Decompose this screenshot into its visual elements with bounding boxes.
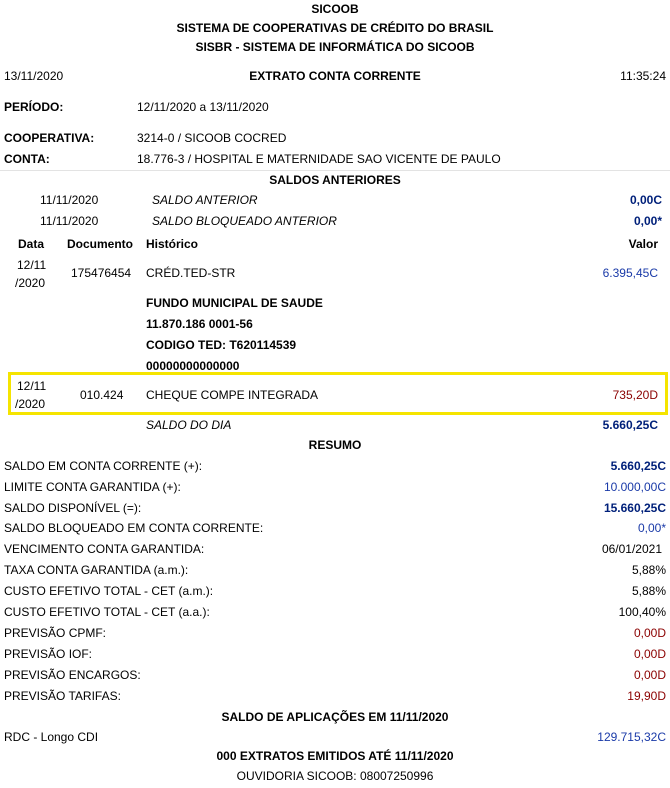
periodo-value: 12/11/2020 a 13/11/2020 — [137, 100, 269, 114]
resumo-value: 100,40% — [618, 605, 666, 619]
saldo-anterior-value: 0,00C — [629, 193, 662, 207]
tx-document: 175476454 — [71, 266, 132, 280]
tx-date-line1: 12/11 — [17, 258, 47, 272]
resumo-label: SALDO DISPONÍVEL (=): — [4, 501, 142, 515]
tx-history: CHEQUE COMPE INTEGRADA — [146, 388, 319, 402]
tx-value: 735,20D — [612, 388, 658, 402]
tx-date-line2: /2020 — [15, 397, 46, 411]
col-header-valor: Valor — [628, 237, 658, 251]
saldo-anterior-date: 11/11/2020 — [40, 193, 99, 207]
cooperativa-value: 3214-0 / SICOOB COCRED — [137, 131, 287, 145]
resumo-value: 15.660,25C — [603, 501, 666, 515]
resumo-value: 0,00* — [637, 521, 666, 535]
resumo-label: LIMITE CONTA GARANTIDA (+): — [4, 480, 181, 494]
resumo-label: CUSTO EFETIVO TOTAL - CET (a.m.): — [4, 584, 214, 598]
resumo-value: 0,00D — [633, 668, 666, 682]
saldo-dia-value: 5.660,25C — [602, 418, 658, 432]
periodo-label: PERÍODO: — [4, 100, 64, 114]
col-header-data: Data — [18, 237, 45, 251]
resumo-value: 0,00D — [633, 626, 666, 640]
resumo-label: SALDO BLOQUEADO EM CONTA CORRENTE: — [4, 521, 264, 535]
tx-detail: FUNDO MUNICIPAL DE SAUDE — [146, 296, 323, 310]
saldo-bloqueado-value: 0,00* — [633, 214, 662, 228]
saldo-anterior-label: SALDO ANTERIOR — [152, 193, 258, 207]
cooperativa-label: COOPERATIVA: — [4, 131, 95, 145]
saldos-anteriores-title: SALDOS ANTERIORES — [269, 173, 401, 187]
system-name: SISTEMA DE COOPERATIVAS DE CRÉDITO DO BRASIL — [176, 21, 494, 35]
bank-name: SICOOB — [311, 2, 359, 16]
system-subtitle: SISBR - SISTEMA DE INFORMÁTICA DO SICOOB — [195, 40, 475, 54]
aplicacao-value: 129.715,32C — [597, 730, 666, 744]
resumo-value: 5,88% — [631, 584, 666, 598]
resumo-title: RESUMO — [308, 438, 362, 452]
resumo-label: TAXA CONTA GARANTIDA (a.m.): — [4, 563, 189, 577]
conta-label: CONTA: — [4, 152, 50, 166]
aplicacao-label: RDC - Longo CDI — [4, 730, 99, 744]
col-header-historico: Histórico — [146, 237, 199, 251]
ouvidoria: OUVIDORIA SICOOB: 08007250996 — [236, 769, 434, 783]
saldo-bloqueado-date: 11/11/2020 — [40, 214, 99, 228]
tx-detail: 11.870.186 0001-56 — [146, 317, 253, 331]
resumo-value: 5.660,25C — [610, 459, 666, 473]
issue-date: 13/11/2020 — [4, 69, 64, 83]
resumo-label: PREVISÃO IOF: — [4, 647, 93, 661]
divider — [0, 170, 670, 171]
resumo-label: PREVISÃO TARIFAS: — [4, 689, 121, 703]
conta-value: 18.776-3 / HOSPITAL E MATERNIDADE SAO VICENTE DE PAULO — [137, 152, 501, 166]
resumo-value: 5,88% — [631, 563, 666, 577]
resumo-label: SALDO EM CONTA CORRENTE (+): — [4, 459, 203, 473]
resumo-label: VENCIMENTO CONTA GARANTIDA: — [4, 542, 205, 556]
resumo-label: CUSTO EFETIVO TOTAL - CET (a.a.): — [4, 605, 210, 619]
extratos-emitidos: 000 EXTRATOS EMITIDOS ATÉ 11/11/2020 — [216, 749, 454, 763]
col-header-documento: Documento — [67, 237, 133, 251]
aplicacoes-title: SALDO DE APLICAÇÕES EM 11/11/2020 — [221, 710, 449, 724]
resumo-value: 06/01/2021 — [601, 542, 662, 556]
resumo-label: PREVISÃO CPMF: — [4, 626, 107, 640]
issue-time: 11:35:24 — [620, 69, 666, 83]
tx-history: CRÉD.TED-STR — [146, 266, 236, 280]
tx-detail: 00000000000000 — [146, 359, 240, 370]
tx-date-line2: /2020 — [15, 276, 46, 290]
resumo-value: 0,00D — [633, 647, 666, 661]
tx-document: 010.424 — [80, 388, 124, 402]
tx-detail: CODIGO TED: T620114539 — [146, 338, 297, 352]
resumo-label: PREVISÃO ENCARGOS: — [4, 668, 141, 682]
resumo-value: 10.000,00C — [603, 480, 666, 494]
tx-value: 6.395,45C — [602, 266, 658, 280]
page-title: EXTRATO CONTA CORRENTE — [249, 69, 421, 83]
saldo-bloqueado-label: SALDO BLOQUEADO ANTERIOR — [152, 214, 337, 228]
resumo-value: 19,90D — [627, 689, 666, 703]
tx-date-line1: 12/11 — [17, 379, 47, 393]
saldo-dia-label: SALDO DO DIA — [146, 418, 232, 432]
